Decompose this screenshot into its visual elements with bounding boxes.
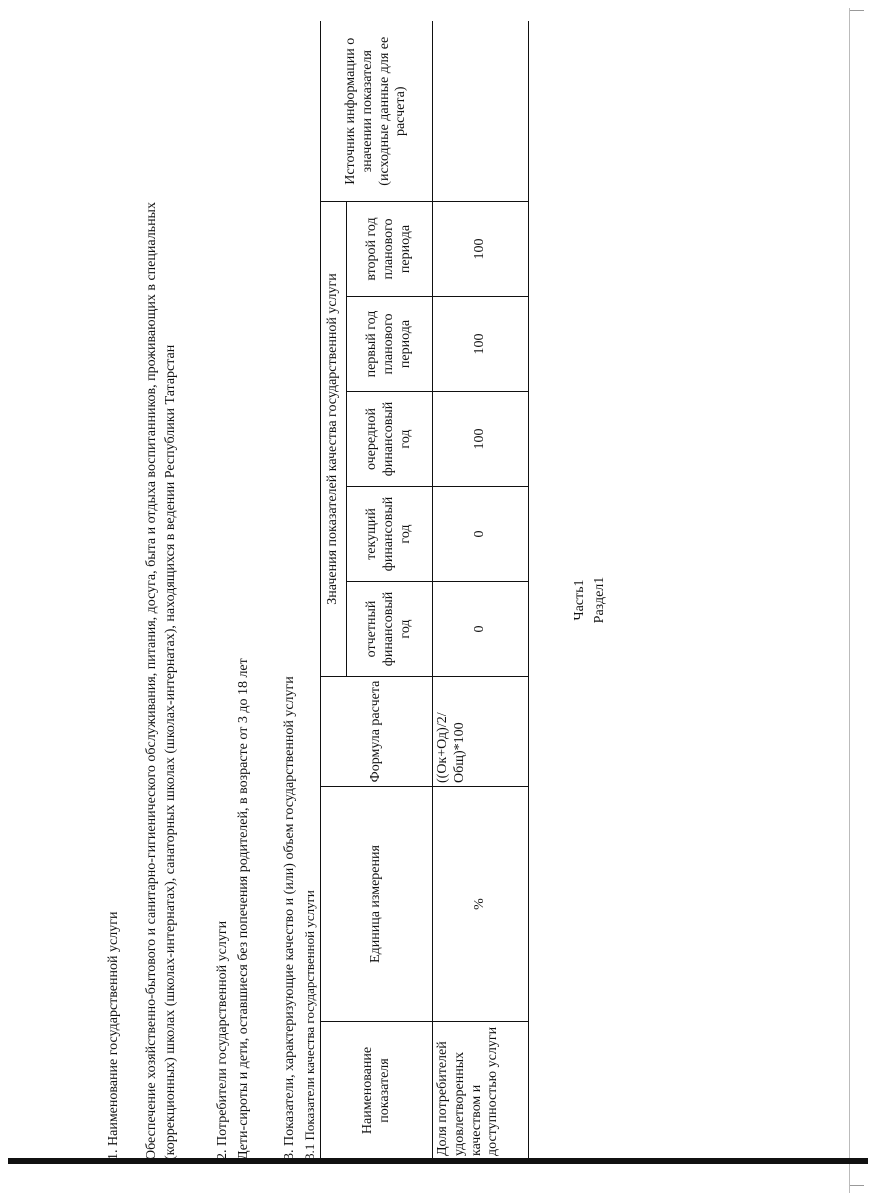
header-year-plan1: первый год планового периода <box>347 297 433 392</box>
service-name-line2: (коррекционных) школах (школах-интернатах), санаторных школах (школах-интернатах), находящихся в ведении Республики Татарстан <box>163 344 178 1160</box>
section-title: Раздел1 <box>592 576 607 624</box>
cell-source <box>433 22 529 202</box>
header-formula: Формула расчета <box>321 677 433 787</box>
header-values-group: Значения показателей качества государственной услуги <box>321 202 347 677</box>
service-name-line1: Обеспечение хозяйственно-бытового и санитарно-гигиенического обслуживания, питания, досуга, быта и отдыха воспитанников, проживающих в специальных <box>144 202 159 1160</box>
header-source: Источник информации о значении показателя (исходные данные для ее расчета) <box>321 22 433 202</box>
header-year-next: очередной финансовый год <box>347 392 433 487</box>
header-year-reporting: отчетный финансовый год <box>347 582 433 677</box>
header-year-plan2: второй год планового периода <box>347 202 433 297</box>
consumers-value: Дети-сироты и дети, оставшиеся без попечения родителей, в возрасте от 3 до 18 лет <box>236 658 251 1160</box>
cell-value-plan1: 100 <box>433 297 529 392</box>
quality-indicators-table <box>320 22 529 1161</box>
cell-value-next: 100 <box>433 392 529 487</box>
table-row <box>433 22 529 1160</box>
header-indicator-name: Наименование показателя <box>321 1022 433 1160</box>
header-year-current: текущий финансовый год <box>347 487 433 582</box>
cell-indicator-name: Доля потребителей удовлетворенных качеством и доступностью услуги <box>433 1022 529 1160</box>
service-label: 1. Наименование государственной услуги <box>106 911 121 1160</box>
indicators-sublabel: 3.1 Показатели качества государственной услуги <box>302 890 317 1160</box>
part-title: Часть1 <box>572 579 587 621</box>
cell-value-reporting: 0 <box>433 582 529 677</box>
consumers-label: 2. Потребители государственной услуги <box>215 920 230 1160</box>
header-unit: Единица измерения <box>321 787 433 1022</box>
cell-formula: ((Ок+Од)/2/Общ)*100 <box>433 677 529 787</box>
cell-value-plan2: 100 <box>433 202 529 297</box>
cell-unit: % <box>433 787 529 1022</box>
indicators-label: 3. Показатели, характеризующие качество и (или) объем государственной услуги <box>282 676 297 1160</box>
cell-value-current: 0 <box>433 487 529 582</box>
